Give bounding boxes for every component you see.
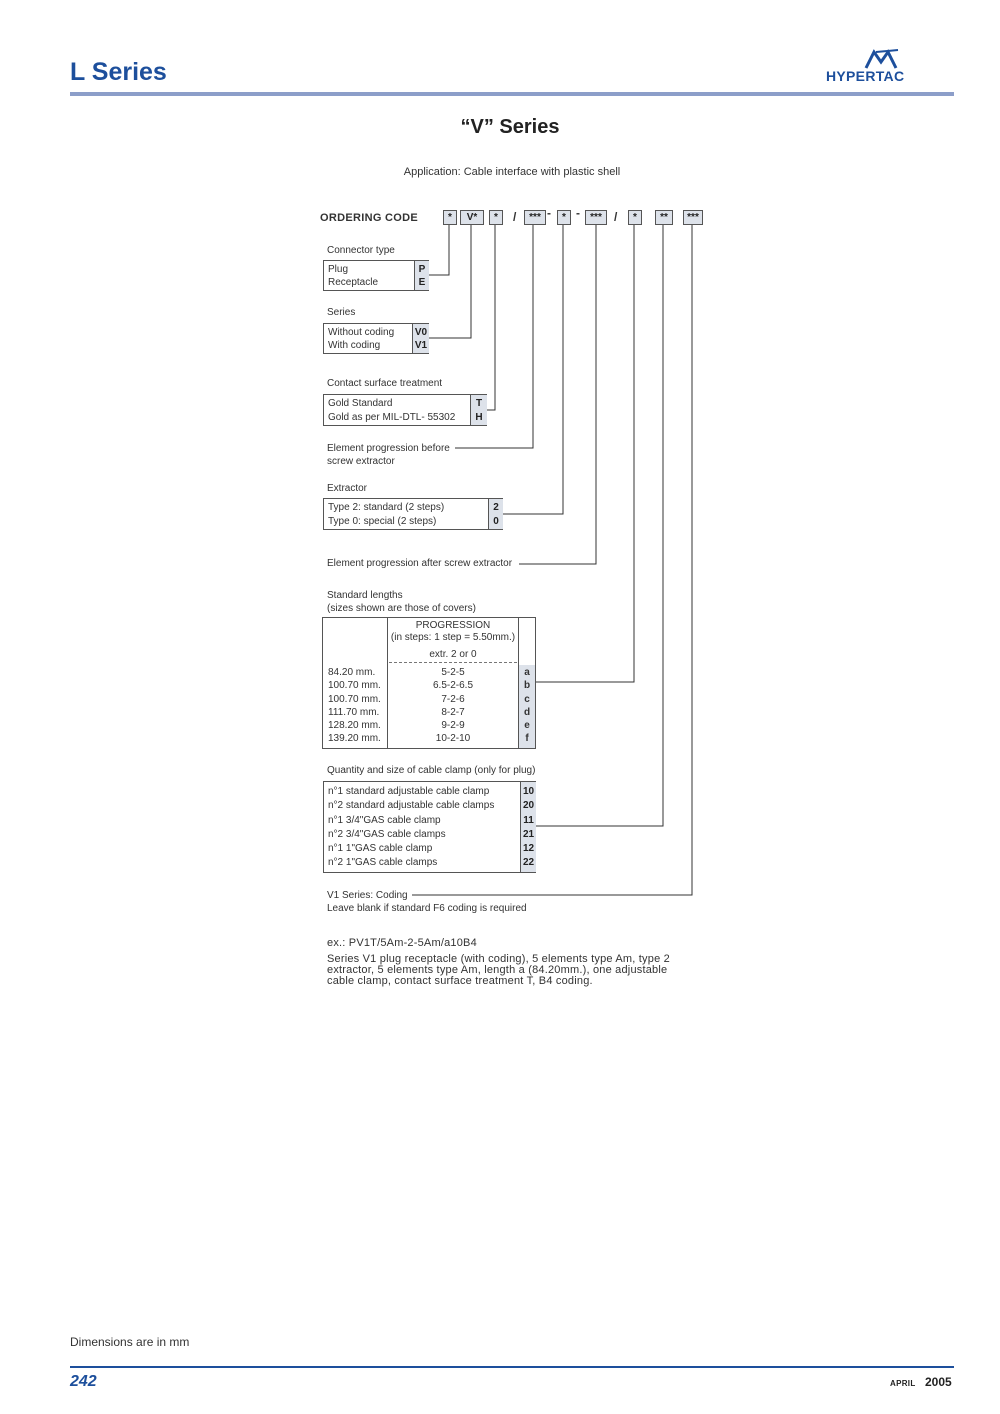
example-line: cable clamp, contact surface treatment T, B4 coding. — [327, 975, 593, 987]
example-code: ex.: PV1T/5Am-2-5Am/a10B4 — [327, 937, 477, 949]
option-code: 11 — [523, 814, 534, 826]
page-number: 242 — [70, 1373, 97, 1390]
option-code: 12 — [522, 843, 535, 855]
connector-type-label: Connector type — [327, 245, 395, 256]
series-label: Series — [327, 307, 356, 318]
option-code: V1 — [414, 340, 428, 351]
length-progression: 8-2-7 — [441, 706, 465, 718]
coding-label — [327, 889, 527, 915]
lengths-label-line1: Standard lengths — [327, 590, 403, 601]
length-progression: 9-2-9 — [441, 720, 465, 732]
extractor-label: Extractor — [327, 483, 368, 494]
option-code: H — [475, 412, 483, 423]
progression-header: PROGRESSION — [415, 620, 491, 631]
code-box-elem-after: *** — [585, 210, 607, 225]
option-text: Gold as per MIL-DTL- 55302 — [328, 412, 456, 423]
elem-before-label — [327, 442, 450, 468]
footer-year: 2005 — [925, 1375, 952, 1389]
option-text: With coding — [328, 340, 381, 351]
application-text: Application: Cable interface with plastic shell — [403, 166, 621, 178]
code-box-contact: * — [489, 210, 503, 225]
elem-before-line2: screw extractor — [327, 456, 395, 467]
code-box-extractor: * — [557, 210, 571, 225]
option-code: 21 — [522, 828, 535, 840]
code-box-coding: *** — [683, 210, 703, 225]
code-separator-slash: / — [614, 210, 618, 224]
code-box-length: * — [628, 210, 642, 225]
option-text: n°1 standard adjustable cable clamp — [328, 786, 490, 797]
option-text: n°1 1"GAS cable clamp — [328, 843, 433, 855]
coding-line2: Leave blank if standard F6 coding is required — [327, 903, 527, 914]
option-text: n°1 3/4"GAS cable clamp — [328, 814, 441, 826]
example-line: extractor, 5 elements type Am, length a (84.20mm.), one adjustable — [327, 964, 668, 976]
option-code: P — [418, 264, 426, 275]
contact-label: Contact surface treatment — [327, 378, 443, 389]
clamp-label: Quantity and size of cable clamp (only for plug) — [327, 765, 536, 776]
page-header-title: L Series — [70, 58, 167, 86]
option-code: 10 — [522, 786, 535, 797]
length-code: d — [523, 706, 531, 718]
clamp-table — [323, 781, 536, 873]
option-code: 0 — [493, 516, 499, 527]
option-text: Gold Standard — [328, 398, 393, 409]
option-text: Type 0: special (2 steps) — [328, 516, 437, 527]
code-separator-slash: / — [513, 210, 517, 224]
option-text: Without coding — [328, 327, 395, 338]
length-progression: 6.5-2-6.5 — [432, 680, 474, 692]
length-mm: 128.20 mm. — [328, 720, 381, 732]
length-mm: 139.20 mm. — [328, 733, 381, 745]
length-code: b — [523, 680, 531, 692]
page-title: “V” Series — [460, 116, 560, 138]
option-code: 22 — [522, 857, 535, 869]
option-code: 2 — [493, 502, 499, 513]
footer-rule — [70, 1366, 954, 1368]
progression-subheader: (in steps: 1 step = 5.50mm.) — [390, 632, 516, 643]
option-code: 20 — [522, 800, 535, 812]
coding-line1: V1 Series: Coding — [327, 890, 408, 901]
example-line: Series V1 plug receptacle (with coding), 5 elements type Am, type 2 — [327, 953, 670, 965]
extractor-note: extr. 2 or 0 — [429, 649, 477, 660]
length-code: e — [524, 720, 530, 732]
ordering-code-label: ORDERING CODE — [320, 212, 419, 224]
length-code: f — [525, 733, 529, 745]
length-mm: 100.70 mm. — [328, 680, 381, 692]
contact-table — [323, 394, 487, 426]
option-code: T — [475, 398, 483, 409]
example-block — [327, 938, 699, 987]
elem-before-line1: Element progression before — [327, 443, 450, 454]
code-box-series: V* — [460, 210, 484, 225]
option-text: Receptacle — [328, 277, 379, 288]
lengths-label-line2: (sizes shown are those of covers) — [327, 603, 476, 614]
option-text: n°2 3/4"GAS cable clamps — [328, 828, 446, 840]
option-text: Plug — [328, 264, 349, 275]
hypertac-logo-text: HYPERTAC — [826, 68, 905, 84]
length-mm: 84.20 mm. — [328, 667, 376, 678]
option-text: n°2 1"GAS cable clamps — [328, 857, 438, 869]
length-mm: 100.70 mm. — [328, 693, 381, 705]
extractor-table — [323, 498, 503, 530]
elem-after-label: Element progression after screw extractor — [327, 558, 513, 569]
length-code: a — [524, 667, 530, 678]
code-box-clamp: ** — [655, 210, 673, 225]
lengths-table — [322, 617, 536, 749]
length-progression: 10-2-10 — [435, 733, 471, 745]
code-box-connector: * — [443, 210, 457, 225]
length-progression: 7-2-6 — [441, 693, 465, 705]
length-code: c — [524, 693, 530, 705]
option-code: V0 — [414, 327, 428, 338]
dimensions-note: Dimensions are in mm — [70, 1335, 190, 1349]
series-table — [323, 323, 429, 354]
code-box-elem-before: *** — [524, 210, 546, 225]
footer-month: APRIL — [890, 1379, 916, 1388]
option-text: n°2 standard adjustable cable clamps — [328, 800, 495, 812]
code-separator-dash: - — [576, 206, 580, 220]
code-separator-dash: - — [547, 206, 551, 220]
option-code: E — [418, 277, 426, 288]
option-text: Type 2: standard (2 steps) — [328, 502, 445, 513]
length-mm: 111.70 mm. — [328, 706, 380, 718]
length-progression: 5-2-5 — [441, 667, 465, 678]
connector-type-table — [323, 260, 429, 291]
lengths-label — [327, 589, 476, 615]
